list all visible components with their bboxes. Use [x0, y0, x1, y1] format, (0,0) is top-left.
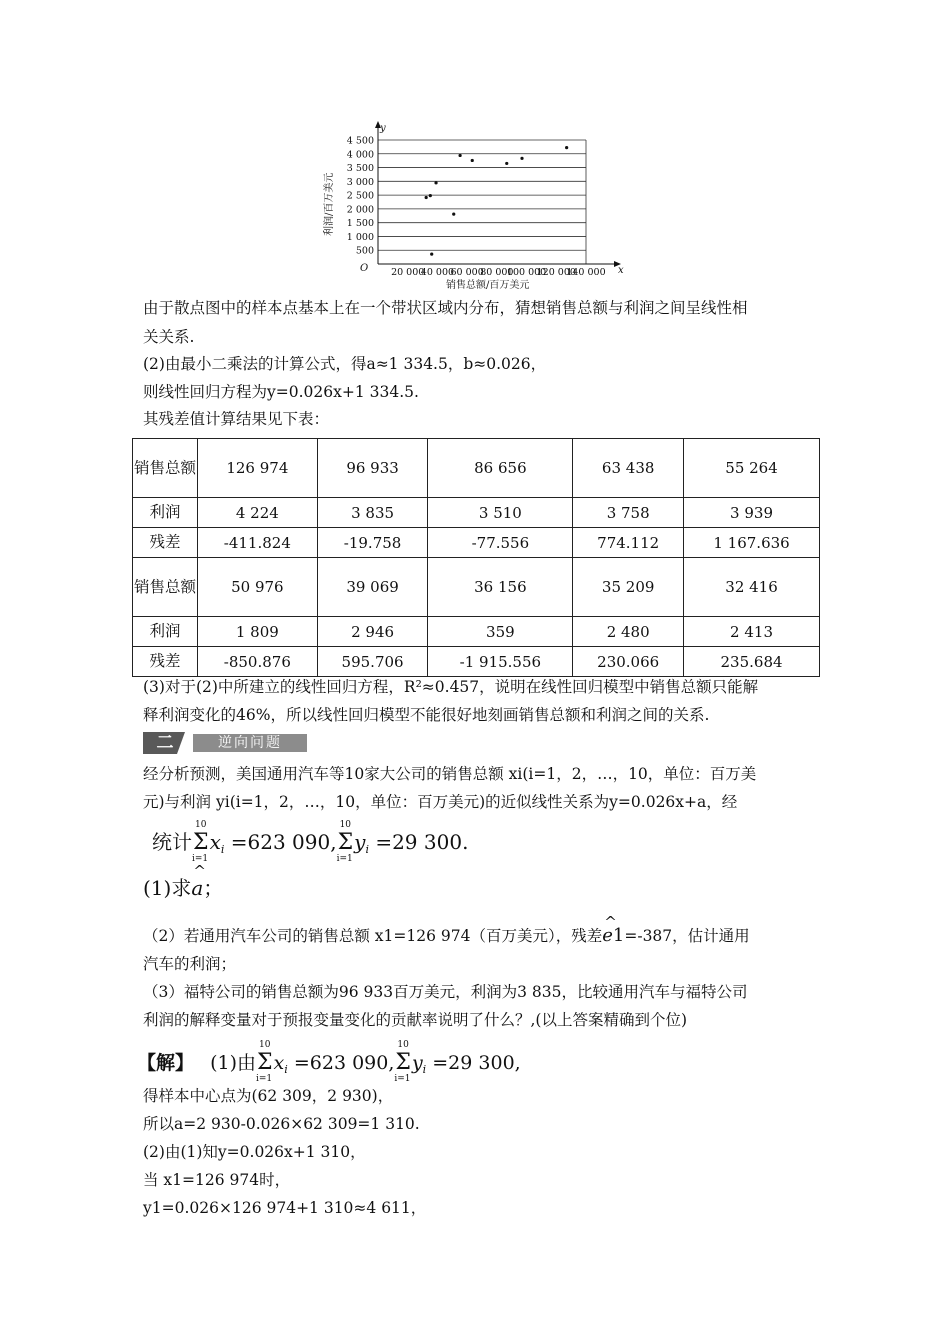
para-scatter-conclusion: 由于散点图中的样本点基本上在一个带状区域内分布，猜想销售总额与利润之间呈线性相 [143, 299, 748, 317]
para-problem-2: 元)与利润 yi(i=1，2，…，10，单位：百万美元)的近似线性关系为y=0.026x+a，经 [143, 793, 738, 811]
table-cell: 3 758 [573, 498, 684, 528]
table-row [133, 558, 820, 617]
question-2-text: （2）若通用汽车公司的销售总额 x1=126 974（百万美元），残差 [143, 927, 603, 945]
banner-title: 逆向问题 [193, 734, 307, 752]
residual-table [132, 438, 820, 677]
sigma-bottom: i=1 [394, 1074, 411, 1084]
x-tick-label: 80 000 [480, 267, 514, 278]
chart-grid [378, 140, 586, 264]
sigma-x: Σ 10 i=1 [192, 820, 209, 864]
x-tick-label: 120 000 [536, 267, 576, 278]
data-point [565, 146, 568, 149]
table-cell: 2 480 [573, 617, 684, 647]
table-cell: -19.758 [317, 528, 428, 558]
row-header: 利润 [133, 617, 198, 647]
row-header: 销售总额 [133, 439, 198, 498]
solution-label: 【解】 [137, 1052, 195, 1074]
table-cell: -77.556 [428, 528, 573, 558]
y-tick-label: 3 000 [346, 176, 374, 188]
solution-line-4: 当 x1=126 974时， [143, 1171, 291, 1189]
scatter-chart [318, 118, 628, 293]
table-cell: 4 224 [198, 498, 318, 528]
data-point [520, 157, 523, 160]
chart-y-letter: y [380, 123, 386, 134]
data-point [430, 253, 433, 256]
question-1-end: ； [203, 876, 224, 900]
sigma-x: Σ 10 i=1 [255, 1040, 273, 1084]
table-row [133, 439, 820, 498]
table-cell: 2 413 [684, 617, 820, 647]
table-cell: 36 156 [428, 558, 573, 617]
sigma-top: 10 [339, 820, 352, 830]
table-row [133, 528, 820, 558]
table-cell: 3 510 [428, 498, 573, 528]
para-r-squared-2: 释利润变化的46%，所以线性回归模型不能很好地刻画销售总额和利润之间的关系. [143, 706, 710, 724]
table-cell: 2 946 [317, 617, 428, 647]
table-cell: 3 835 [317, 498, 428, 528]
table-cell: 35 209 [573, 558, 684, 617]
chart-origin: O [360, 263, 369, 274]
solution-header: 【解】 (1)由Σ 10 i=1 $x_i =623$ 090,Σ 10 i=1 $y_i =29$ 300, [137, 1040, 521, 1084]
question-1 [143, 872, 223, 901]
table-cell: 32 416 [684, 558, 820, 617]
table-cell: 359 [428, 617, 573, 647]
y-tick-label: 2 000 [346, 204, 374, 216]
y-tick-label: 4 000 [346, 149, 374, 161]
data-point [429, 194, 432, 197]
chart-ticks [347, 136, 606, 279]
table-cell: 595.706 [317, 647, 428, 677]
solution-line-5: y1=0.026×126 974+1 310≈4 611， [143, 1199, 427, 1217]
chart-x-letter: x [618, 265, 624, 276]
stat-sums: 统计Σ 10 i=1 $x_i =623$ 090,Σ 10 i=1 $y_i =29$ 300. [152, 820, 469, 864]
sigma-top: 10 [397, 1040, 409, 1050]
sum-x-value: =623 090, [293, 1052, 395, 1074]
x-tick-label: 60 000 [450, 267, 484, 278]
y-tick-label: 1 500 [346, 218, 374, 230]
x-tick-label: 40 000 [420, 267, 455, 278]
y-tick-label: 3 500 [346, 163, 374, 175]
sigma-bottom: i=1 [336, 854, 353, 864]
para-scatter-conclusion-2: 关关系. [143, 328, 195, 346]
para-regression-eq: 则线性回归方程为y=0.026x+1 334.5. [143, 383, 419, 401]
x-tick-label: 140 000 [566, 267, 606, 278]
solution-step: (1)由 [210, 1052, 256, 1074]
row-header: 利润 [133, 498, 198, 528]
y-tick-label: 1 000 [346, 231, 374, 243]
row-header: 残差 [133, 528, 198, 558]
y-tick-label: 4 500 [346, 135, 374, 147]
table-cell: 1 167.636 [684, 528, 820, 558]
table-cell: 230.066 [573, 647, 684, 677]
question-2 [143, 926, 750, 946]
sigma-y: Σ 10 i=1 [394, 1040, 411, 1084]
x-tick-label: 20 000 [391, 267, 425, 278]
sigma-bottom: i=1 [192, 854, 209, 864]
data-point [452, 213, 455, 216]
a-hat: ^ a [191, 876, 203, 900]
y-tick-label: 2 500 [346, 190, 374, 202]
question-2b: 汽车的利润； [143, 955, 237, 973]
sigma-top: 10 [258, 1040, 271, 1050]
table-cell: 39 069 [317, 558, 428, 617]
row-header: 销售总额 [133, 558, 198, 617]
solution-line-2: 所以a=2 930-0.026×62 309=1 310. [143, 1115, 420, 1133]
question-3b: 利润的解释变量对于预报变量变化的贡献率说明了什么？,(以上答案精确到个位) [143, 1011, 688, 1029]
table-cell: 50 976 [198, 558, 318, 617]
table-cell: 774.112 [573, 528, 684, 558]
data-point [434, 181, 437, 184]
table-cell: -411.824 [198, 528, 318, 558]
solution-line-3: (2)由(1)知y=0.026x+1 310， [143, 1143, 366, 1161]
question-3: （3）福特公司的销售总额为96 933百万美元，利润为3 835，比较通用汽车与福特公司 [143, 983, 748, 1001]
question-1-label: (1)求 [143, 876, 192, 900]
table-cell: 86 656 [428, 439, 573, 498]
table-cell: 63 438 [573, 439, 684, 498]
table-cell: 96 933 [317, 439, 428, 498]
stat-prefix: 统计 [152, 830, 192, 854]
para-r-squared: (3)对于(2)中所建立的线性回归方程，R²≈0.457，说明在线性回归模型中销售总额只能解 [143, 678, 759, 696]
x-tick-label: 100 000 [506, 267, 547, 278]
banner-number: 二 [143, 732, 187, 754]
sigma-bottom: i=1 [255, 1074, 273, 1084]
y-tick-label: 500 [355, 245, 374, 257]
data-point [505, 162, 508, 165]
section-banner [143, 732, 307, 754]
para-problem: 经分析预测，美国通用汽车等10家大公司的销售总额 xi(i=1，2，…，10，单位：百万美 [143, 765, 757, 783]
row-header: 残差 [133, 647, 198, 677]
e-hat: ^ e [602, 926, 613, 946]
sum-y-value: =29 300. [375, 830, 469, 854]
data-point [459, 154, 462, 157]
sum-y-value: =29 300, [432, 1052, 521, 1074]
table-cell: -850.876 [198, 647, 318, 677]
data-point [471, 159, 474, 162]
sum-x-value: =623 090 [230, 830, 331, 854]
para-residual-intro: 其残差值计算结果见下表： [143, 410, 330, 428]
chart-y-label: 利润/百万美元 [324, 172, 335, 236]
table-cell: 126 974 [198, 439, 318, 498]
table-cell: -1 915.556 [428, 647, 573, 677]
chart-axes [375, 121, 621, 267]
table-cell: 1 809 [198, 617, 318, 647]
e-sub: 1 [612, 925, 625, 946]
question-2-end: =-387，估计通用 [624, 927, 750, 945]
table-row [133, 647, 820, 677]
sigma-top: 10 [195, 820, 207, 830]
table-row [133, 498, 820, 528]
sigma-y: Σ 10 i=1 [336, 820, 354, 864]
chart-points [425, 146, 569, 256]
table-row [133, 617, 820, 647]
para-least-squares: (2)由最小二乘法的计算公式，得a≈1 334.5，b≈0.026， [143, 355, 547, 373]
solution-line-1: 得样本中心点为(62 309，2 930)， [143, 1087, 394, 1105]
table-cell: 55 264 [684, 439, 820, 498]
table-cell: 235.684 [684, 647, 820, 677]
data-point [425, 196, 428, 199]
table-cell: 3 939 [684, 498, 820, 528]
chart-x-label: 销售总额/百万美元 [446, 280, 530, 291]
